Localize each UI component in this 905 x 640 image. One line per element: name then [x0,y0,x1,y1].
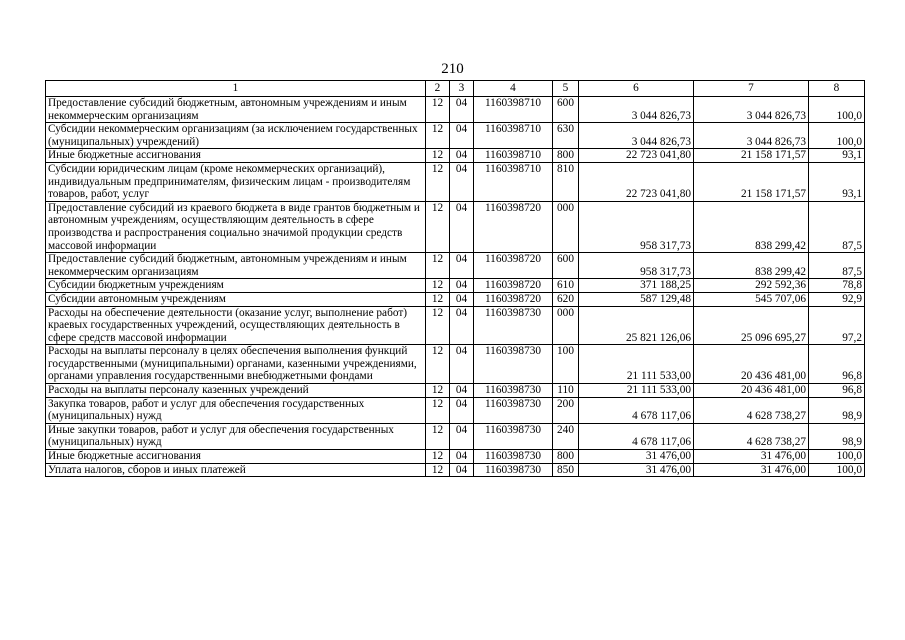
table-row [46,397,865,423]
row-actual-amount-cell: 20 436 481,00 [694,345,809,384]
row-subsection-cell: 04 [450,292,474,306]
row-subsection-cell: 04 [450,345,474,384]
row-planned-amount-cell: 958 317,73 [579,201,694,252]
table-row [46,463,865,477]
row-planned-amount-cell: 371 188,25 [579,279,694,293]
row-name-cell: Субсидии юридическим лицам (кроме некоммерческих организаций), индивидуальным предпринимателям, физическим лицам - производителям товаров, работ, услуг [46,162,426,201]
row-target-code-cell: 1160398720 [474,279,553,293]
row-target-code-cell: 1160398730 [474,463,553,477]
row-section-cell: 12 [426,345,450,384]
row-subsection-cell: 04 [450,201,474,252]
row-name-cell: Иные бюджетные ассигнования [46,149,426,163]
row-planned-amount-cell: 958 317,73 [579,253,694,279]
row-expense-type-cell: 200 [553,397,579,423]
row-expense-type-cell: 810 [553,162,579,201]
table-row [46,279,865,293]
row-section-cell: 12 [426,162,450,201]
column-header-2: 2 [426,81,450,97]
row-planned-amount-cell: 25 821 126,06 [579,306,694,345]
row-name-cell: Расходы на выплаты персоналу в целях обеспечения выполнения функций государственными (муниципальными) органами, казенными учреждениями, органами управления государственными внебюджетными фондами [46,345,426,384]
column-header-8: 8 [809,81,865,97]
table-row [46,149,865,163]
row-name-cell: Субсидии автономным учреждениям [46,292,426,306]
row-actual-amount-cell: 4 628 738,27 [694,397,809,423]
row-target-code-cell: 1160398710 [474,123,553,149]
row-target-code-cell: 1160398720 [474,201,553,252]
row-section-cell: 12 [426,201,450,252]
row-percent-cell: 92,9 [809,292,865,306]
row-section-cell: 12 [426,279,450,293]
row-subsection-cell: 04 [450,149,474,163]
row-subsection-cell: 04 [450,97,474,123]
row-expense-type-cell: 600 [553,253,579,279]
row-subsection-cell: 04 [450,162,474,201]
row-planned-amount-cell: 21 111 533,00 [579,384,694,398]
row-planned-amount-cell: 587 129,48 [579,292,694,306]
row-name-cell: Иные бюджетные ассигнования [46,450,426,464]
row-expense-type-cell: 240 [553,423,579,449]
row-expense-type-cell: 110 [553,384,579,398]
table-row [46,292,865,306]
row-name-cell: Предоставление субсидий бюджетным, автономным учреждениям и иным некоммерческим организациям [46,97,426,123]
row-actual-amount-cell: 3 044 826,73 [694,123,809,149]
row-percent-cell: 87,5 [809,201,865,252]
row-subsection-cell: 04 [450,423,474,449]
column-header-3: 3 [450,81,474,97]
table-row [46,97,865,123]
row-expense-type-cell: 620 [553,292,579,306]
row-section-cell: 12 [426,149,450,163]
row-subsection-cell: 04 [450,397,474,423]
row-planned-amount-cell: 4 678 117,06 [579,423,694,449]
row-percent-cell: 93,1 [809,149,865,163]
row-target-code-cell: 1160398720 [474,292,553,306]
row-target-code-cell: 1160398710 [474,97,553,123]
row-expense-type-cell: 610 [553,279,579,293]
row-actual-amount-cell: 838 299,42 [694,201,809,252]
row-name-cell: Предоставление субсидий из краевого бюджета в виде грантов бюджетным и автономным учреждениям, осуществляющим деятельность в сфере производства и распространения социально значимой продукции средств массовой информации [46,201,426,252]
page-number: 210 [441,61,464,77]
row-name-cell: Иные закупки товаров, работ и услуг для обеспечения государственных (муниципальных) нужд [46,423,426,449]
table-row [46,384,865,398]
column-header-5: 5 [553,81,579,97]
row-percent-cell: 96,8 [809,345,865,384]
row-percent-cell: 98,9 [809,397,865,423]
column-header-4: 4 [474,81,553,97]
table-row [46,345,865,384]
row-target-code-cell: 1160398730 [474,450,553,464]
row-planned-amount-cell: 22 723 041,80 [579,149,694,163]
row-percent-cell: 100,0 [809,123,865,149]
row-percent-cell: 97,2 [809,306,865,345]
row-target-code-cell: 1160398730 [474,306,553,345]
row-section-cell: 12 [426,384,450,398]
row-actual-amount-cell: 545 707,06 [694,292,809,306]
row-expense-type-cell: 000 [553,306,579,345]
row-actual-amount-cell: 3 044 826,73 [694,97,809,123]
table-row [46,306,865,345]
row-section-cell: 12 [426,306,450,345]
row-target-code-cell: 1160398710 [474,162,553,201]
row-planned-amount-cell: 4 678 117,06 [579,397,694,423]
row-expense-type-cell: 000 [553,201,579,252]
row-subsection-cell: 04 [450,450,474,464]
row-name-cell: Предоставление субсидий бюджетным, автономным учреждениям и иным некоммерческим организациям [46,253,426,279]
row-name-cell: Закупка товаров, работ и услуг для обеспечения государственных (муниципальных) нужд [46,397,426,423]
row-percent-cell: 100,0 [809,97,865,123]
column-header-6: 6 [579,81,694,97]
row-section-cell: 12 [426,397,450,423]
row-name-cell: Расходы на обеспечение деятельности (оказание услуг, выполнение работ) краевых государственных учреждений, осуществляющих деятельность в сфере средств массовой информации [46,306,426,345]
table-row [46,123,865,149]
row-percent-cell: 98,9 [809,423,865,449]
row-target-code-cell: 1160398730 [474,384,553,398]
row-name-cell: Субсидии бюджетным учреждениям [46,279,426,293]
row-subsection-cell: 04 [450,463,474,477]
table-header-row [46,81,865,97]
budget-table [45,80,865,477]
table-row [46,253,865,279]
row-percent-cell: 96,8 [809,384,865,398]
row-actual-amount-cell: 4 628 738,27 [694,423,809,449]
row-target-code-cell: 1160398730 [474,397,553,423]
table-row [46,201,865,252]
row-section-cell: 12 [426,423,450,449]
row-subsection-cell: 04 [450,306,474,345]
row-planned-amount-cell: 31 476,00 [579,463,694,477]
row-planned-amount-cell: 3 044 826,73 [579,97,694,123]
row-name-cell: Расходы на выплаты персоналу казенных учреждений [46,384,426,398]
row-expense-type-cell: 600 [553,97,579,123]
row-expense-type-cell: 800 [553,149,579,163]
row-subsection-cell: 04 [450,123,474,149]
row-section-cell: 12 [426,450,450,464]
row-section-cell: 12 [426,292,450,306]
row-expense-type-cell: 630 [553,123,579,149]
row-planned-amount-cell: 22 723 041,80 [579,162,694,201]
row-actual-amount-cell: 838 299,42 [694,253,809,279]
table-row [46,450,865,464]
row-planned-amount-cell: 31 476,00 [579,450,694,464]
row-name-cell: Уплата налогов, сборов и иных платежей [46,463,426,477]
row-percent-cell: 100,0 [809,450,865,464]
row-actual-amount-cell: 292 592,36 [694,279,809,293]
row-actual-amount-cell: 25 096 695,27 [694,306,809,345]
row-target-code-cell: 1160398730 [474,345,553,384]
row-percent-cell: 78,8 [809,279,865,293]
row-actual-amount-cell: 31 476,00 [694,463,809,477]
row-name-cell: Субсидии некоммерческим организациям (за исключением государственных (муниципальных) учреждений) [46,123,426,149]
column-header-7: 7 [694,81,809,97]
row-section-cell: 12 [426,123,450,149]
row-percent-cell: 87,5 [809,253,865,279]
row-subsection-cell: 04 [450,384,474,398]
row-actual-amount-cell: 31 476,00 [694,450,809,464]
row-section-cell: 12 [426,253,450,279]
row-target-code-cell: 1160398710 [474,149,553,163]
row-section-cell: 12 [426,97,450,123]
table-row [46,423,865,449]
row-planned-amount-cell: 21 111 533,00 [579,345,694,384]
row-target-code-cell: 1160398720 [474,253,553,279]
row-actual-amount-cell: 20 436 481,00 [694,384,809,398]
row-target-code-cell: 1160398730 [474,423,553,449]
column-header-1: 1 [46,81,426,97]
row-expense-type-cell: 850 [553,463,579,477]
row-section-cell: 12 [426,463,450,477]
row-percent-cell: 100,0 [809,463,865,477]
row-subsection-cell: 04 [450,279,474,293]
table-row [46,162,865,201]
row-percent-cell: 93,1 [809,162,865,201]
row-subsection-cell: 04 [450,253,474,279]
row-planned-amount-cell: 3 044 826,73 [579,123,694,149]
row-actual-amount-cell: 21 158 171,57 [694,149,809,163]
row-actual-amount-cell: 21 158 171,57 [694,162,809,201]
row-expense-type-cell: 100 [553,345,579,384]
row-expense-type-cell: 800 [553,450,579,464]
